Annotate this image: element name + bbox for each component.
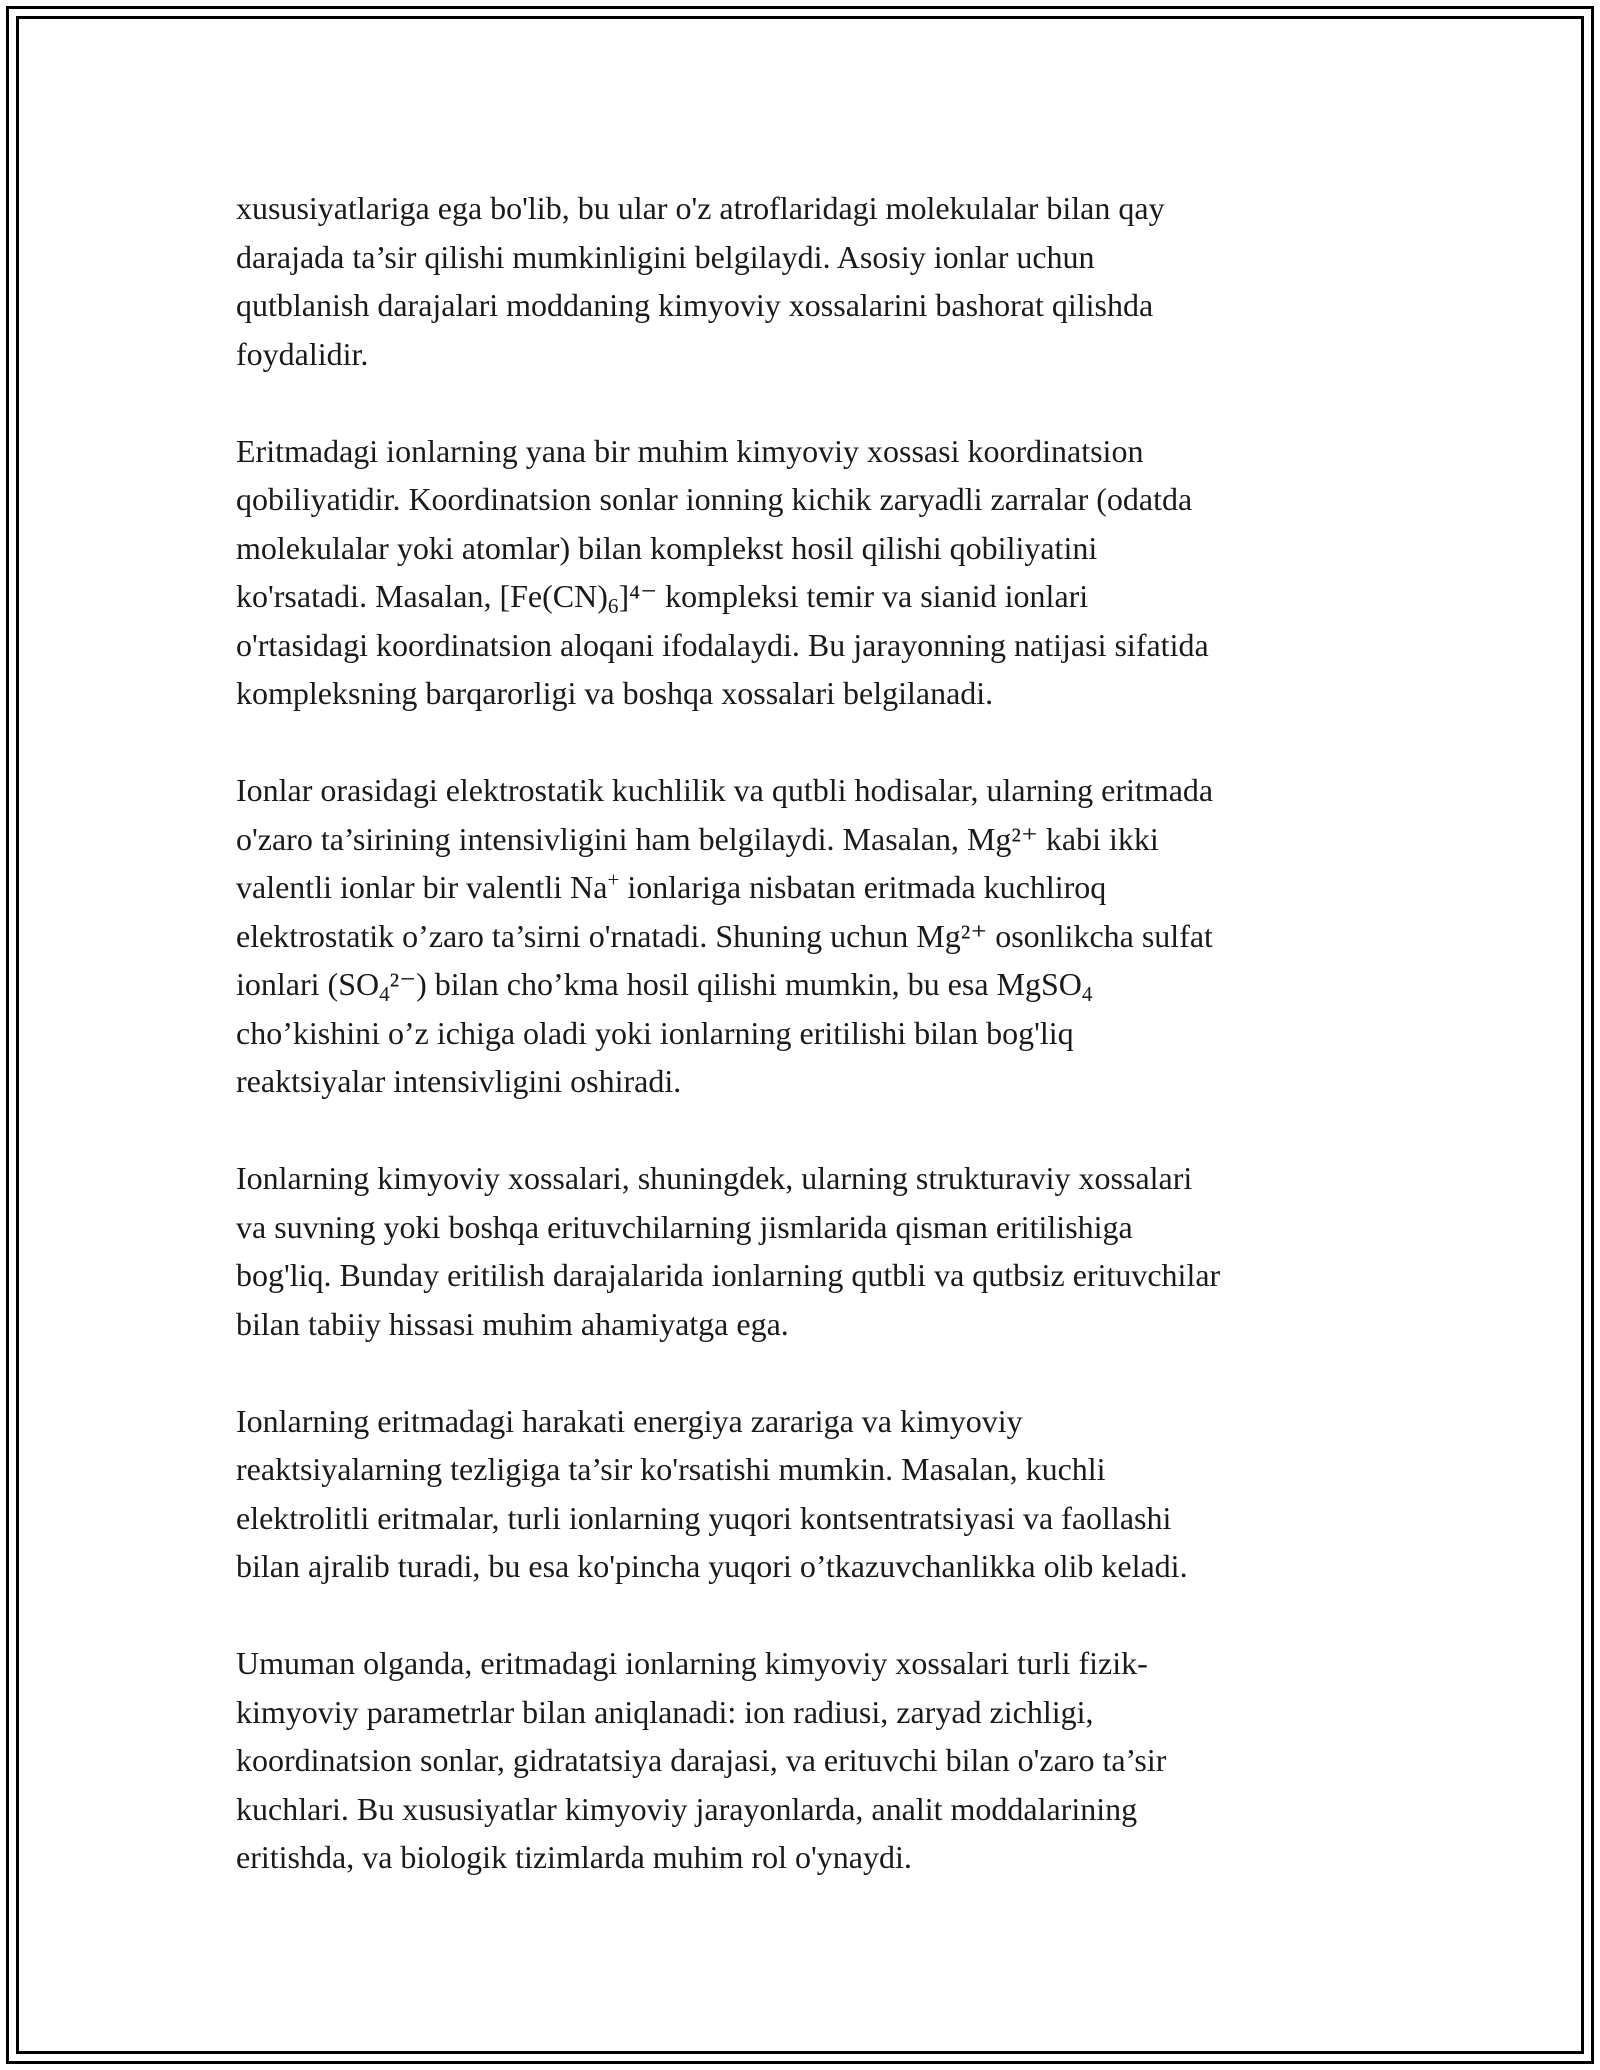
text-run: foydalidir. bbox=[236, 335, 369, 372]
text-line bbox=[236, 1009, 1366, 1058]
subscript-text: 4 bbox=[379, 981, 390, 1006]
text-line bbox=[236, 572, 1366, 621]
text-run: elektrolitli eritmalar, turli ionlarning yuqori kontsentratsiyasi va faollashi bbox=[236, 1499, 1172, 1536]
text-line bbox=[236, 1833, 1366, 1882]
text-run: Ionlarning eritmadagi harakati energiya zarariga va kimyoviy bbox=[236, 1402, 1023, 1439]
text-run: cho’kishini o’z ichiga oladi yoki ionlarning eritilishi bilan bog'liq bbox=[236, 1014, 1074, 1051]
text-line bbox=[236, 1057, 1366, 1106]
superscript-text: + bbox=[607, 867, 620, 892]
text-run: ko'rsatadi. Masalan, [Fe(CN) bbox=[236, 578, 608, 614]
paragraph bbox=[236, 184, 1366, 378]
text-line bbox=[236, 1154, 1366, 1203]
text-run: valentli ionlar bir valentli Na bbox=[236, 869, 608, 905]
text-run: va suvning yoki boshqa erituvchilarning jismlarida qisman eritilishiga bbox=[236, 1208, 1133, 1245]
text-run: koordinatsion sonlar, gidratatsiya darajasi, va erituvchi bilan o'zaro ta’sir bbox=[236, 1742, 1167, 1778]
text-run: kompleksning barqarorligi va boshqa xossalari belgilanadi. bbox=[236, 675, 994, 711]
text-run: kimyoviy parametrlar bilan aniqlanadi: ion radiusi, zaryad zichligi, bbox=[236, 1693, 1094, 1730]
text-run: darajada ta’sir qilishi mumkinligini belgilaydi. Asosiy ionlar uchun bbox=[236, 238, 1095, 275]
text-run: reaktsiyalarning tezligiga ta’sir ko'rsatishi mumkin. Masalan, kuchli bbox=[236, 1451, 1106, 1487]
text-run: molekulalar yoki atomlar) bilan komplekst hosil qilishi qobiliyatini bbox=[236, 529, 1098, 566]
text-line bbox=[236, 1639, 1366, 1688]
text-run: reaktsiyalar intensivligini oshiradi. bbox=[236, 1063, 682, 1099]
text-line bbox=[236, 1203, 1366, 1252]
text-run: ionlariga nisbatan eritmada kuchliroq bbox=[619, 869, 1107, 905]
text-line bbox=[236, 1494, 1366, 1543]
text-line bbox=[236, 524, 1366, 573]
text-line bbox=[236, 669, 1366, 718]
text-line bbox=[236, 1736, 1366, 1785]
text-run: qutblanish darajalari moddaning kimyoviy xossalarini bashorat qilishda bbox=[236, 287, 1154, 323]
text-run: elektrostatik o’zaro ta’sirni o'rnatadi. Shuning uchun Mg²⁺ osonlikcha sulfat bbox=[236, 917, 1213, 954]
subscript-text: 4 bbox=[1081, 981, 1093, 1006]
paragraph bbox=[236, 427, 1366, 718]
text-line bbox=[236, 621, 1366, 670]
text-run: Eritmadagi ionlarning yana bir muhim kimyoviy xossasi koordinatsion bbox=[236, 432, 1144, 469]
text-line bbox=[236, 1542, 1366, 1591]
text-run: ²⁻) bilan cho’kma hosil qilishi mumkin, bu esa MgSO bbox=[389, 966, 1082, 1002]
text-run: Umuman olganda, eritmadagi ionlarning kimyoviy xossalari turli fizik- bbox=[236, 1645, 1148, 1681]
text-run: qobiliyatidir. Koordinatsion sonlar ionning kichik zaryadli zarralar (odatda bbox=[236, 481, 1193, 517]
text-run: Ionlarning kimyoviy xossalari, shuningdek, ularning strukturaviy xossalari bbox=[236, 1160, 1193, 1196]
text-run: Ionlar orasidagi elektrostatik kuchlilik va qutbli hodisalar, ularning eritmada bbox=[236, 772, 1214, 808]
paragraph bbox=[236, 1154, 1366, 1348]
text-run: eritishda, va biologik tizimlarda muhim rol o'ynaydi. bbox=[236, 1839, 912, 1875]
paragraph bbox=[236, 1639, 1366, 1882]
text-line bbox=[236, 184, 1366, 233]
text-line bbox=[236, 427, 1366, 476]
text-line bbox=[236, 475, 1366, 524]
text-run: xususiyatlariga ega bo'lib, bu ular o'z atroflaridagi molekulalar bilan qay bbox=[236, 190, 1165, 226]
text-run: o'rtasidagi koordinatsion aloqani ifodalaydi. Bu jarayonning natijasi sifatida bbox=[236, 626, 1209, 663]
text-line bbox=[236, 912, 1366, 961]
text-line bbox=[236, 766, 1366, 815]
text-line bbox=[236, 1688, 1366, 1737]
text-run: bilan tabiiy hissasi muhim ahamiyatga ega. bbox=[236, 1305, 789, 1342]
text-run: bog'liq. Bunday eritilish darajalarida ionlarning qutbli va qutbsiz erituvchilar bbox=[236, 1257, 1221, 1293]
paragraph bbox=[236, 1397, 1366, 1591]
text-line bbox=[236, 1300, 1366, 1349]
text-run: ionlari (SO bbox=[236, 966, 380, 1002]
text-run: o'zaro ta’sirining intensivligini ham belgilaydi. Masalan, Mg²⁺ kabi ikki bbox=[236, 820, 1159, 857]
text-line bbox=[236, 233, 1366, 282]
text-line bbox=[236, 815, 1366, 864]
text-line bbox=[236, 1251, 1366, 1300]
text-line bbox=[236, 1785, 1366, 1834]
text-run: ]⁴⁻ kompleksi temir va sianid ionlari bbox=[618, 578, 1089, 614]
text-line bbox=[236, 281, 1366, 330]
text-line bbox=[236, 960, 1366, 1009]
text-line bbox=[236, 863, 1366, 912]
text-line bbox=[236, 1445, 1366, 1494]
text-line bbox=[236, 330, 1366, 379]
paragraph bbox=[236, 766, 1366, 1106]
text-run: kuchlari. Bu xususiyatlar kimyoviy jarayonlarda, analit moddalarining bbox=[236, 1790, 1138, 1827]
text-run: bilan ajralib turadi, bu esa ko'pincha yuqori o’tkazuvchanlikka olib keladi. bbox=[236, 1548, 1188, 1584]
subscript-text: 6 bbox=[607, 593, 619, 618]
document-body bbox=[236, 184, 1366, 1882]
text-line bbox=[236, 1397, 1366, 1446]
